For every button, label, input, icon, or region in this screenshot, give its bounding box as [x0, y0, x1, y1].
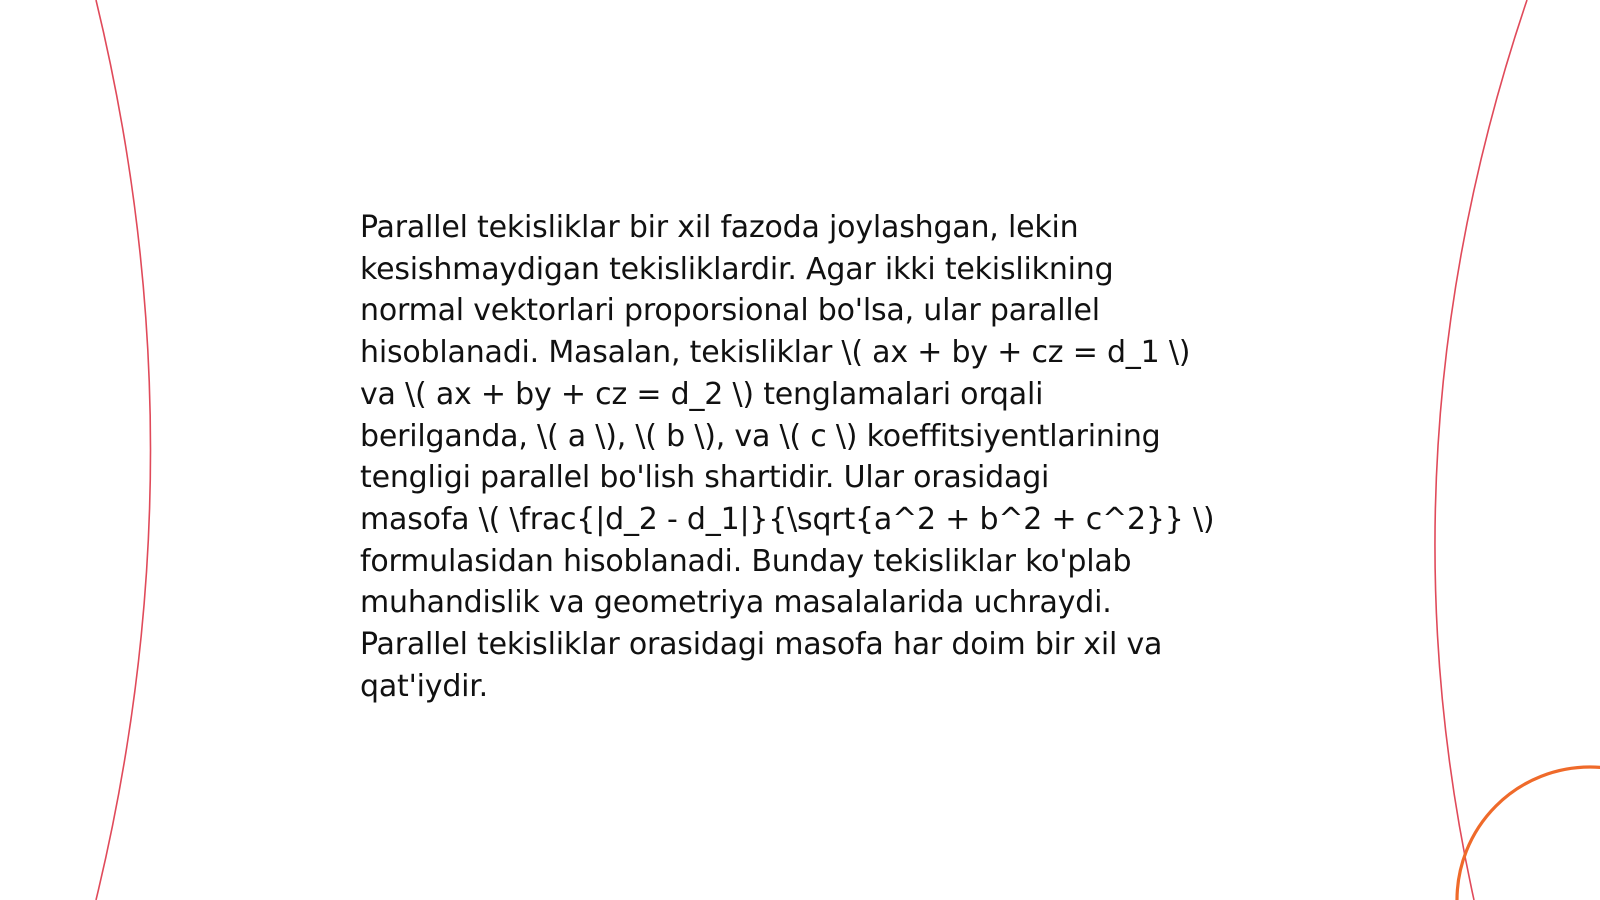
left-curve-decoration [96, 0, 151, 900]
corner-circle-decoration [1457, 767, 1600, 900]
right-curve-decoration [1435, 0, 1527, 900]
body-text: Parallel tekisliklar bir xil fazoda joylashgan, lekin kesishmaydigan tekisliklardir. Agar ikki tekislikning normal vektorlari proporsional bo'lsa, ular parallel hisoblanadi. Masalan, tekisliklar \( ax + by + cz = d_1 \) va \( ax + by + cz = d_2 \) tenglamalari orqali berilganda, \( a \), \( b \), va \( c \) koeffitsiyentlarining tengligi parallel bo'lish shartidir. Ular orasidagi masofa \( \frac{|d_2 - d_1|}{\sqrt{a^2 + b^2 + c^2}} \) formulasidan hisoblanadi. Bunday tekisliklar ko'plab muhandislik va geometriya masalalarida uchraydi. Parallel tekisliklar orasidagi masofa har doim bir xil va qat'iydir. [360, 210, 1215, 704]
